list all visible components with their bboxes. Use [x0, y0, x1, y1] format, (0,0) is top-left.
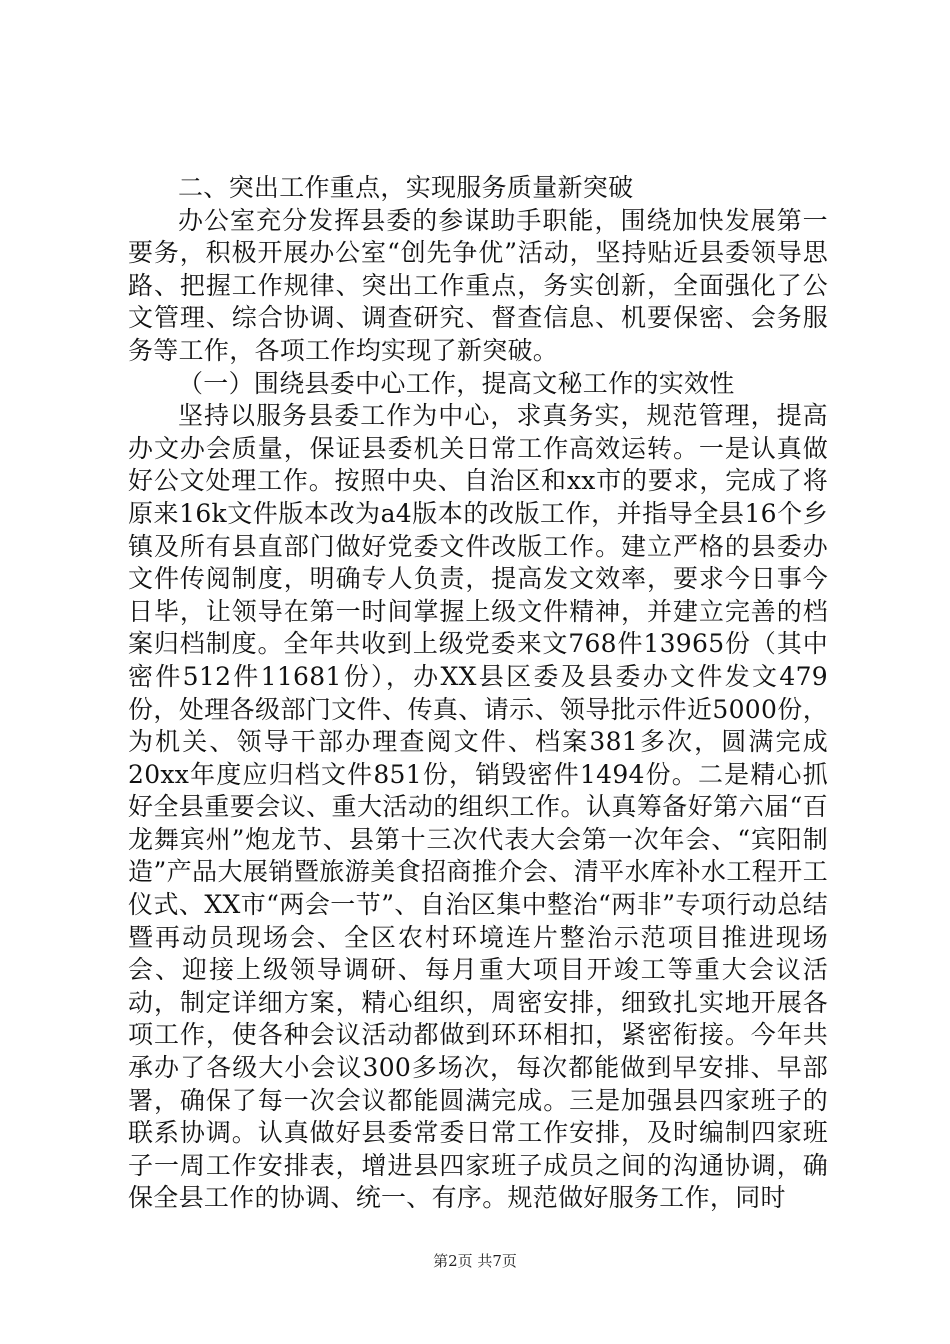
paragraph-intro: 办公室充分发挥县委的参谋助手职能，围绕加快发展第一要务，积极开展办公室“创先争优”活动，坚持贴近县委领导思路、把握工作规律、突出工作重点，务实创新，全面强化了公文管理、综合协调、调查研究、督查信息、机要保密、会务服务等工作，各项工作均实现了新突破。: [128, 205, 828, 365]
section-heading: 二、突出工作重点，实现服务质量新突破: [178, 173, 634, 202]
document-body: [128, 172, 828, 1215]
subsection-heading: （一）围绕县委中心工作，提高文秘工作的实效性: [178, 368, 735, 398]
paragraph-main: 坚持以服务县委工作为中心，求真务实，规范管理，提高办文办会质量，保证县委机关日常工作高效运转。一是认真做好公文处理工作。按照中央、自治区和xx市的要求，完成了将原来16k文件版本改为a4版本的改版工作，并指导全县16个乡镇及所有县直部门做好党委文件改版工作。建立严格的县委办文件传阅制度，明确专人负责，提高发文效率，要求今日事今日毕，让领导在第一时间掌握上级文件精神，并建立完善的档案归档制度。全年共收到上级党委来文768件13965份（其中密件512件11681份），办XX县区委及县委办文件发文479份，处理各级部门文件、传真、请示、领导批示件近5000份，为机关、领导干部办理查阅文件、档案381多次，圆满完成20xx年度应归档文件851份，销毁密件1494份。二是精心抓好全县重要会议、重大活动的组织工作。认真筹备好第六届“百龙舞宾州”炮龙节、县第十三次代表大会第一次年会、“宾阳制造”产品大展销暨旅游美食招商推介会、清平水库补水工程开工仪式、XX市“两会一节”、自治区集中整治“两非”专项行动总结暨再动员现场会、全区农村环境连片整治示范项目推进现场会、迎接上级领导调研、每月重大项目开竣工等重大会议活动，制定详细方案，精心组织，周密安排，细致扎实地开展各项工作，使各种会议活动都做到环环相扣，紧密衔接。今年共承办了各级大小会议300多场次，每次都能做到早安排、早部署，确保了每一次会议都能圆满完成。三是加强县四家班子的联系协调。认真做好县委常委日常工作安排，及时编制四家班子一周工作安排表，增进县四家班子成员之间的沟通协调，确保全县工作的协调、统一、有序。规范做好服务工作，同时: [128, 401, 828, 1213]
page-footer: 第2页 共7页: [433, 1252, 517, 1270]
